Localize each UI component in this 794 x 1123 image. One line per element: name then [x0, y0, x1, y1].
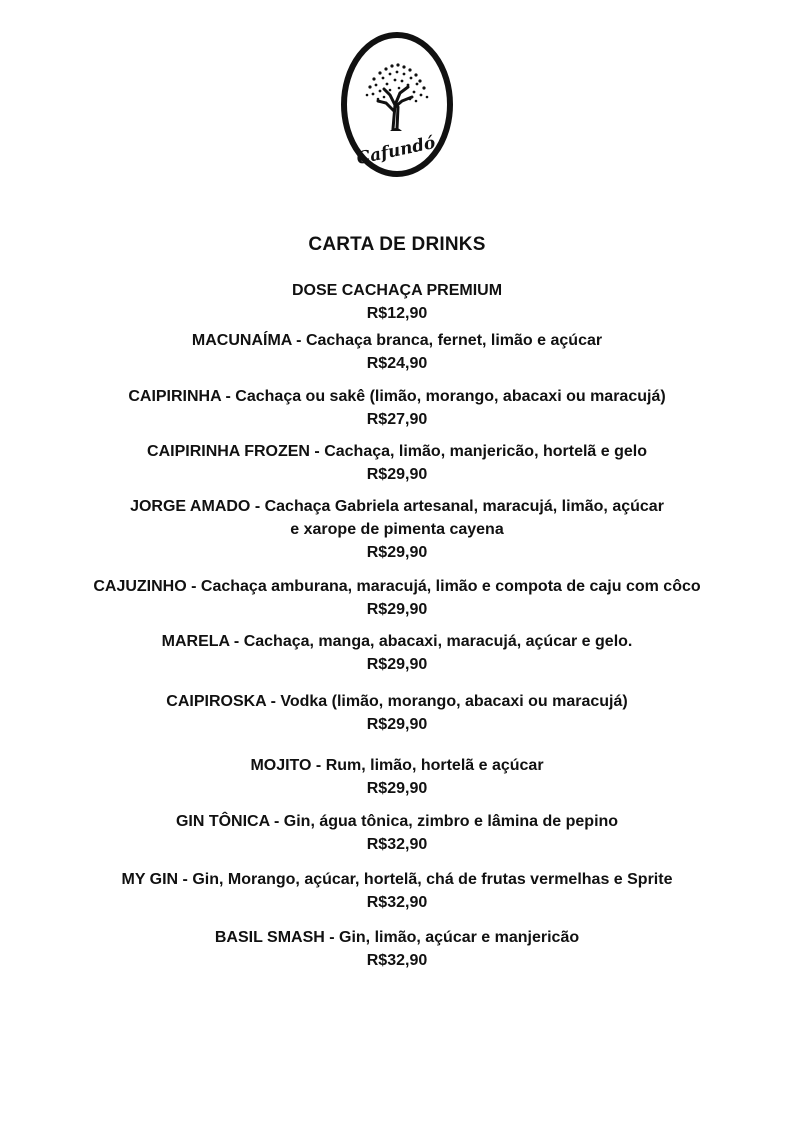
drink-description: MOJITO - Rum, limão, hortelã e açúcar: [250, 757, 544, 774]
drink-description: CAJUZINHO - Cachaça amburana, maracujá, limão e compota de caju com côco: [93, 578, 701, 595]
drink-description: CAIPIRINHA - Cachaça ou sakê (limão, morango, abacaxi ou maracujá): [128, 388, 666, 405]
drink-price: R$32,90: [366, 894, 428, 911]
drink-price: R$29,90: [366, 716, 428, 733]
drink-description: MACUNAÍMA - Cachaça branca, fernet, limão e açúcar: [191, 332, 603, 349]
drink-price: R$29,90: [366, 544, 428, 561]
drink-description: CAIPIROSKA - Vodka (limão, morango, abacaxi ou maracujá): [166, 693, 628, 710]
drink-price: R$29,90: [366, 466, 428, 483]
drink-price: R$29,90: [366, 780, 428, 797]
drink-price: R$24,90: [366, 355, 428, 372]
drink-description: CAIPIRINHA FROZEN - Cachaça, limão, manjericão, hortelã e gelo: [147, 443, 647, 460]
menu-title: CARTA DE DRINKS: [308, 234, 486, 255]
drink-price: R$29,90: [366, 656, 428, 673]
drink-price: R$27,90: [366, 411, 428, 428]
drink-description: BASIL SMASH - Gin, limão, açúcar e manjericão: [214, 929, 580, 946]
drink-price: R$29,90: [366, 601, 428, 618]
drink-description: JORGE AMADO - Cachaça Gabriela artesanal, maracujá, limão, açúcar: [130, 498, 664, 515]
drink-price: R$12,90: [366, 305, 428, 322]
drink-description: e xarope de pimenta cayena: [290, 521, 504, 538]
drink-description: MY GIN - Gin, Morango, açúcar, hortelã, chá de frutas vermelhas e Sprite: [121, 871, 673, 888]
drink-price: R$32,90: [366, 836, 428, 853]
drink-description: DOSE CACHAÇA PREMIUM: [291, 282, 503, 299]
drink-description: GIN TÔNICA - Gin, água tônica, zimbro e lâmina de pepino: [175, 813, 619, 830]
drink-price: R$32,90: [366, 952, 428, 969]
svg-text:Cafundó: Cafundó: [354, 132, 438, 170]
drink-description: MARELA - Cachaça, manga, abacaxi, maracujá, açúcar e gelo.: [161, 633, 633, 650]
